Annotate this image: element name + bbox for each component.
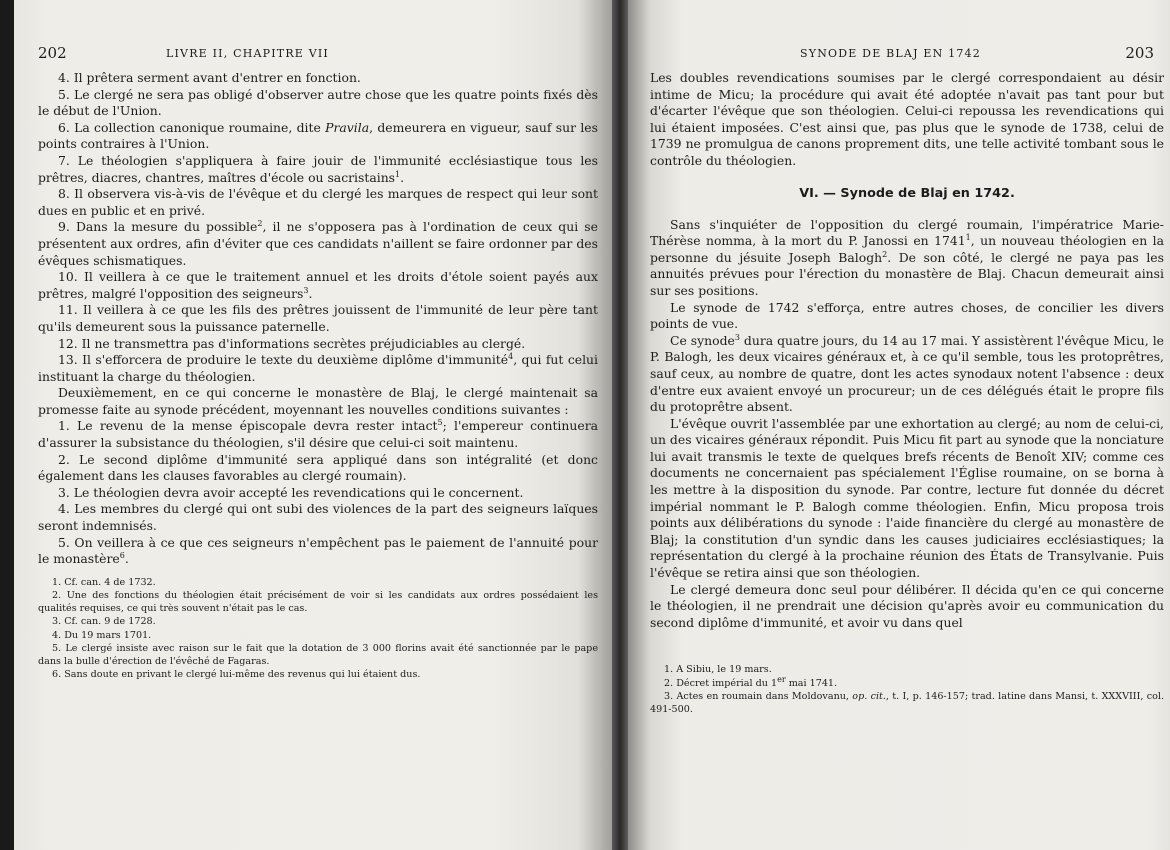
body-text (650, 70, 1164, 631)
footnote-ref: 3 (303, 285, 309, 295)
running-title: LIVRE II, CHAPITRE VII (166, 47, 329, 60)
numbered-item: 4. Les membres du clergé qui ont subi des violences de la part des seigneurs laïques seront indemnisés. (38, 501, 598, 534)
left-page (14, 0, 614, 850)
paragraph: Sans s'inquiéter de l'opposition du clergé roumain, l'impératrice Marie-Thérèse nomma, à la mort du P. Janossi en 1741$^1$, un nouveau théologien en la personne du jésuite Joseph Balogh$^2$. De son côté, le clergé ne paya pas les annuités prévues pour l'érection du monastère de Blaj. Chacun demeurait ainsi sur ses positions. (650, 216, 1164, 298)
section-title: VI. — Synode de Blaj en 1742. (799, 185, 1015, 201)
footnotes (650, 663, 1164, 716)
footnote: 1. A Sibiu, le 19 mars. (664, 664, 772, 676)
footnote: 3. Cf. can. 9 de 1728. (52, 616, 156, 628)
footnote: 5. Le clergé insiste avec raison sur le fait que la dotation de 3 000 florins avait été sanctionnée par le pape dans la bulle d'érection de l'évêché de Fagaras. (38, 642, 598, 668)
paragraph: Le clergé demeura donc seul pour délibérer. Il décida qu'en ce qui concerne le théologien, il ne prendrait une décision qu'après avoir eu communication du second diplôme d'immunité, et avoir vu dans quel (650, 581, 1164, 630)
running-head (650, 44, 1164, 70)
footnote-ref: 2 (257, 219, 263, 229)
numbered-item: 4. Il prêtera serment avant d'entrer en fonction. (58, 70, 361, 85)
footnote-ref: 3 (734, 332, 740, 342)
numbered-item: 7. Le théologien s'appliquera à faire jouir de l'immunité ecclésiastique tous les prêtres, diacres, chantres, maîtres d'école ou sacristains$^1$. (38, 152, 598, 185)
numbered-item: 8. Il observera vis-à-vis de l'évêque et du clergé les marques de respect qui leur sont dues en public et en privé. (38, 186, 598, 218)
paragraph: Ce synode$^3$ dura quatre jours, du 14 au 17 mai. Y assistèrent l'évêque Micu, le P. Balogh, les deux vicaires généraux et, à ce qu'il semble, tous les protoprêtres, sauf ceux, au nombre de quatre, dont les actes synodaux notent l'absence : deux d'entre eux avaient envoyé un procureur; un de ces délégués était le propre fils du protoprêtre absent. (650, 332, 1164, 415)
numbered-item: 3. Le théologien devra avoir accepté les revendications qui le concernent. (58, 484, 524, 500)
footnote-ref: 5 (437, 418, 443, 428)
running-head (38, 44, 598, 70)
numbered-item: 6. La collection canonique roumaine, dite Pravila, demeurera en vigueur, sauf sur les points contraires à l'Union. (38, 119, 598, 152)
numbered-item: 2. Le second diplôme d'immunité sera appliqué dans son intégralité (et donc également dans les clauses favorables au clergé roumain). (38, 451, 598, 484)
footnote-ref: 2 (882, 249, 888, 259)
page-number: 203 (1125, 44, 1154, 62)
numbered-item: 11. Il veillera à ce que les fils des prêtres jouissent de l'immunité de leur père tant qu'ils demeurent sous la puissance paternelle. (38, 302, 598, 334)
footnote: 1. Cf. can. 4 de 1732. (52, 576, 156, 588)
running-title: SYNODE DE BLAJ EN 1742 (800, 47, 981, 60)
footnote: 2. Une des fonctions du théologien était précisément de voir si les candidats aux ordres possédaient les qualités requises, ce qui très souvent n'était pas le cas. (38, 590, 598, 615)
footnote-ref: 1 (395, 169, 401, 179)
footnote-ref: 6 (119, 551, 125, 561)
page-number: 202 (38, 44, 67, 62)
paragraph: L'évêque ouvrit l'assemblée par une exhortation au clergé; au nom de celui-ci, un des vicaires généraux répondit. Puis Micu fit part au synode que la nonciature lui avait transmis le texte de quelques brefs récents de Benoît XIV; comme ces documents ne concernaient pas spécialement l'Église roumaine, on se borna à les mettre à la disposition du synode. Par contre, lecture fut donnée du décret impérial nommant le P. Balogh comme théologien. Enfin, Micu proposa trois points aux délibérations du synode : l'aide financière du clergé au monastère de Blaj; la constitution d'un syndic dans les causes judiciaires ecclésiastiques; la représentation du clergé à la prochaine réunion des États de Transylvanie. Puis l'évêque se retira ainsi que son théologien. (650, 415, 1164, 581)
numbered-item: 5. On veillera à ce que ces seigneurs n'empêchent pas le paiement de l'annuité pour le monastère$^6$. (38, 534, 598, 567)
footnote: 6. Sans doute en privant le clergé lui-même des revenus qui lui étaient dus. (52, 669, 421, 681)
numbered-item: 1. Le revenu de la mense épiscopale devra rester intact$^5$; l'empereur continuera d'assurer la subsistance du théologien, s'il désire que celui-ci soit maintenu. (38, 418, 598, 451)
footnote: 2. Décret impérial du 1er mai 1741. (664, 674, 838, 689)
right-page (628, 0, 1170, 850)
footnote: 4. Du 19 mars 1701. (52, 629, 152, 641)
numbered-item: 5. Le clergé ne sera pas obligé d'observer autre chose que les quatre points fixés dès le début de l'Union. (38, 86, 598, 119)
numbered-item: 13. Il s'efforcera de produire le texte du deuxième diplôme d'immunité$^4$, qui fut celui instituant la charge du théologien. (38, 351, 598, 384)
footnote-ref: 4 (508, 351, 514, 361)
footnote-ref: 1 (965, 233, 971, 243)
paragraph: Le synode de 1742 s'efforça, entre autres choses, de concilier les divers points de vue. (650, 299, 1164, 332)
numbered-item: 10. Il veillera à ce que le traitement annuel et les droits d'étole soient payés aux prêtres, malgré l'opposition des seigneurs$^3$. (38, 269, 598, 301)
footnote: 3. Actes en roumain dans Moldovanu, op. cit., t. I, p. 146-157; trad. latine dans Mansi, t. XXXVIII, col. 491-500. (650, 690, 1164, 716)
footnotes (38, 576, 598, 682)
paragraph: Deuxièmement, en ce qui concerne le monastère de Blaj, le clergé maintenait sa promesse faite au synode précédent, moyennant les nouvelles conditions suivantes : (38, 385, 598, 417)
numbered-item: 9. Dans la mesure du possible$^2$, il ne s'opposera pas à l'ordination de ceux qui se présentent aux ordres, afin d'éviter que ces candidats n'aillent se faire ordonner par des évêques schismatiques. (38, 219, 598, 268)
paragraph: Les doubles revendications soumises par le clergé correspondaient au désir intime de Micu; la procédure qui avait été adoptée n'avait pas tant pour but d'écarter l'évêque que son théologien. Celui-ci repoussa les revendications qui lui étaient imposées. C'est ainsi que, pas plus que le synode de 1738, celui de 1739 ne promulgua de canons proprement dits, une telle activité tombant sous le contrôle du théologien. (650, 70, 1164, 168)
body-text (38, 70, 598, 568)
numbered-item: 12. Il ne transmettra pas d'informations secrètes préjudiciables au clergé. (58, 335, 526, 351)
